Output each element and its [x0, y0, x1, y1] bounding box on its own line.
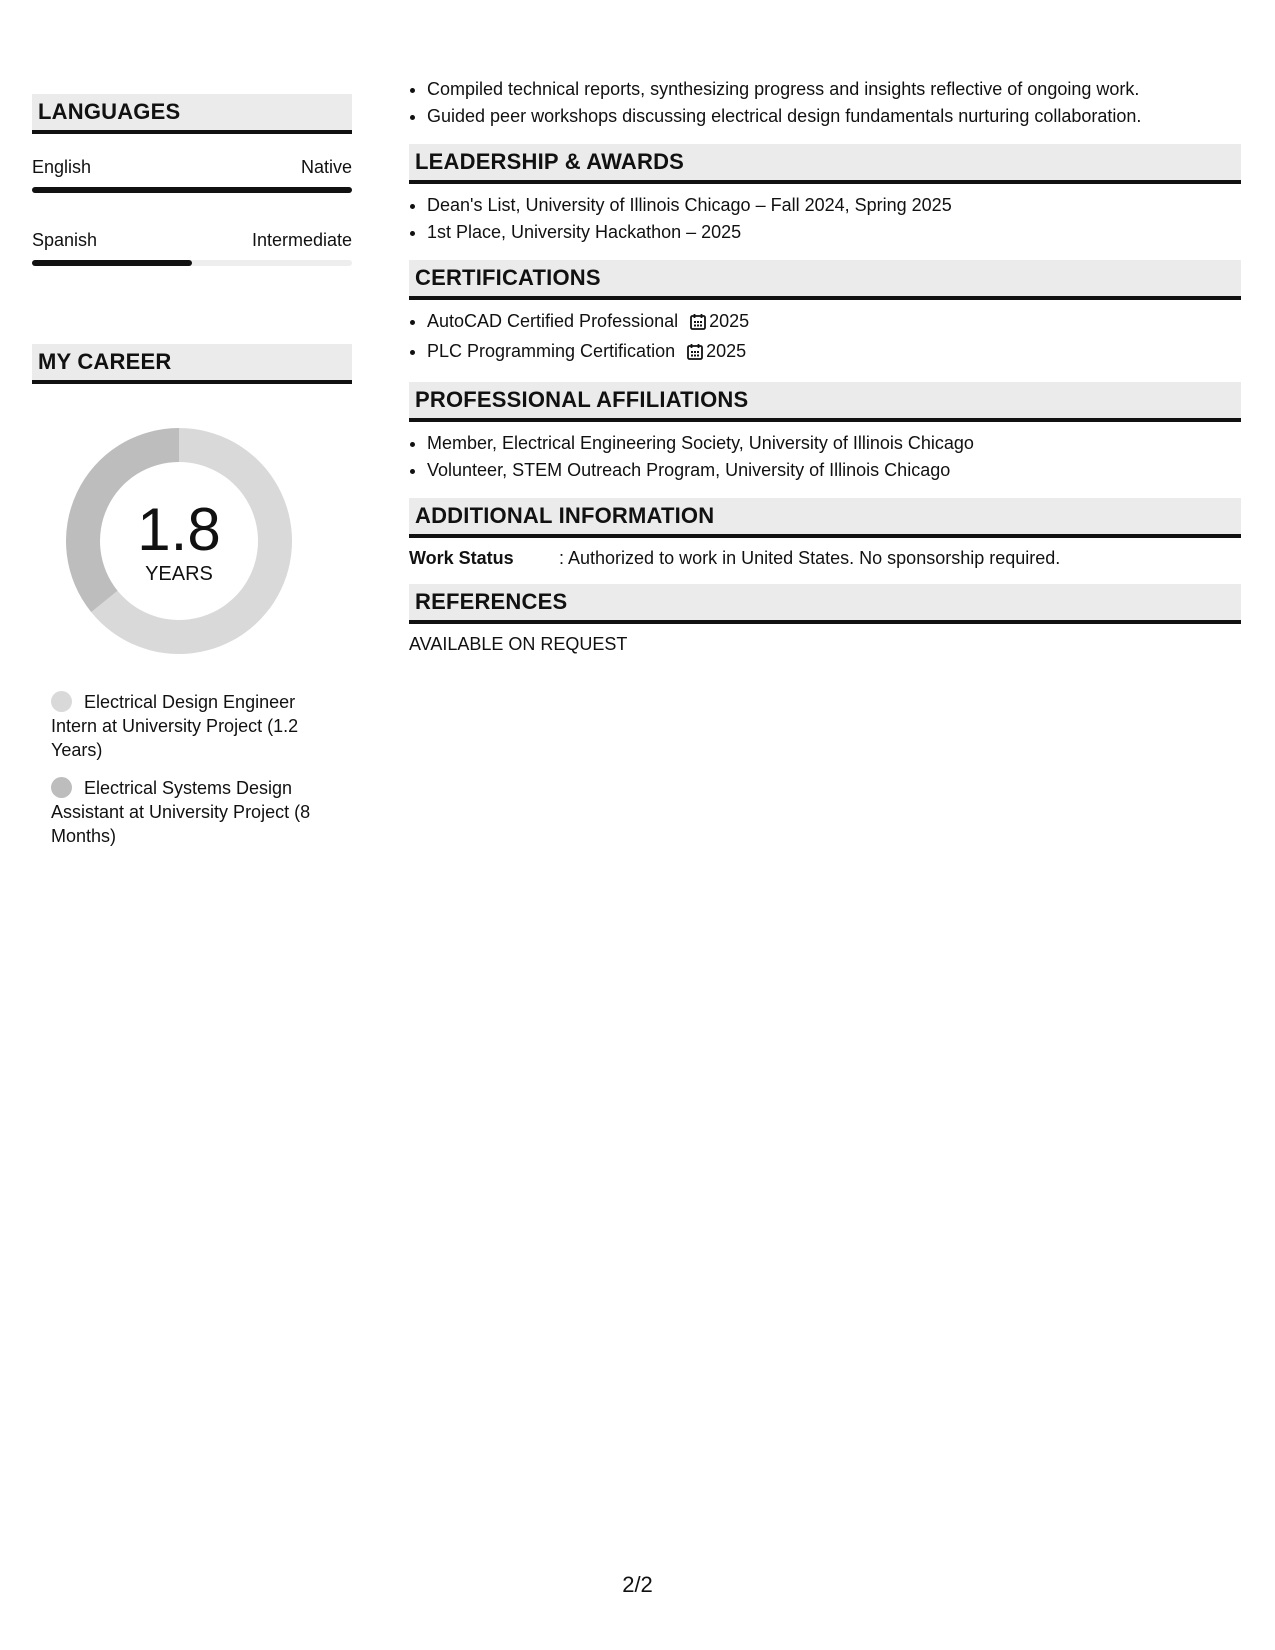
career-donut-chart	[66, 428, 292, 654]
references-section	[409, 584, 1241, 656]
language-name: Spanish	[32, 230, 98, 250]
left-column	[32, 94, 352, 862]
language-proficiency-bar	[32, 260, 352, 266]
leadership-section	[409, 144, 1241, 246]
legend-dot-icon	[51, 691, 72, 712]
career-legend-item	[51, 690, 341, 762]
leadership-heading: LEADERSHIP & AWARDS	[409, 144, 1241, 184]
language-proficiency-bar	[32, 187, 352, 193]
certification-name: PLC Programming Certification	[427, 341, 676, 361]
work-status-label: Work Status	[409, 548, 514, 568]
affiliations-heading: PROFESSIONAL AFFILIATIONS	[409, 382, 1241, 422]
additional-info-section	[409, 498, 1241, 570]
right-column	[409, 76, 1241, 656]
career-heading: MY CAREER	[32, 344, 352, 384]
certifications-heading: CERTIFICATIONS	[409, 260, 1241, 300]
language-level: Intermediate	[251, 230, 352, 250]
certification-item	[427, 308, 1241, 338]
calendar-icon	[687, 341, 703, 368]
work-status-value: : Authorized to work in United States. No sponsorship required.	[559, 548, 1061, 568]
career-legend	[51, 690, 341, 848]
certification-year: 2025	[709, 311, 750, 331]
list-item: • Guided peer workshops discussing electrical design fundamentals nurturing collaboration.	[427, 103, 1241, 130]
certification-item	[427, 338, 1241, 368]
career-legend-text: Electrical Design Engineer Intern at University Project (1.2 Years)	[51, 692, 299, 760]
certification-year: 2025	[706, 341, 747, 361]
legend-dot-icon	[51, 777, 72, 798]
list-item: • Dean's List, University of Illinois Chicago – Fall 2024, Spring 2025	[427, 192, 1241, 219]
language-proficiency-fill	[32, 260, 192, 266]
certification-name: AutoCAD Certified Professional	[427, 311, 679, 331]
language-item	[32, 229, 352, 266]
certifications-section	[409, 260, 1241, 368]
career-legend-text: Electrical Systems Design Assistant at University Project (8 Months)	[51, 778, 311, 846]
list-item: • Compiled technical reports, synthesizing progress and insights reflective of ongoing work.	[427, 76, 1241, 103]
experience-bullet-list	[409, 76, 1241, 130]
list-item: • Volunteer, STEM Outreach Program, University of Illinois Chicago	[427, 457, 1241, 484]
language-level: Native	[300, 157, 352, 177]
language-proficiency-fill	[32, 187, 352, 193]
calendar-icon	[690, 311, 706, 338]
additional-info-heading: ADDITIONAL INFORMATION	[409, 498, 1241, 538]
language-item	[32, 156, 352, 193]
page-number: 2/2	[622, 1572, 653, 1597]
career-legend-item	[51, 776, 341, 848]
career-total-value: 1.8	[137, 496, 221, 563]
languages-heading: LANGUAGES	[32, 94, 352, 134]
career-total-unit: YEARS	[145, 563, 213, 585]
work-status-row	[409, 546, 1241, 570]
references-text: AVAILABLE ON REQUEST	[409, 634, 628, 654]
list-item: • Member, Electrical Engineering Society, University of Illinois Chicago	[427, 430, 1241, 457]
references-heading: REFERENCES	[409, 584, 1241, 624]
language-name: English	[32, 157, 92, 177]
affiliations-section	[409, 382, 1241, 484]
list-item: • 1st Place, University Hackathon – 2025	[427, 219, 1241, 246]
